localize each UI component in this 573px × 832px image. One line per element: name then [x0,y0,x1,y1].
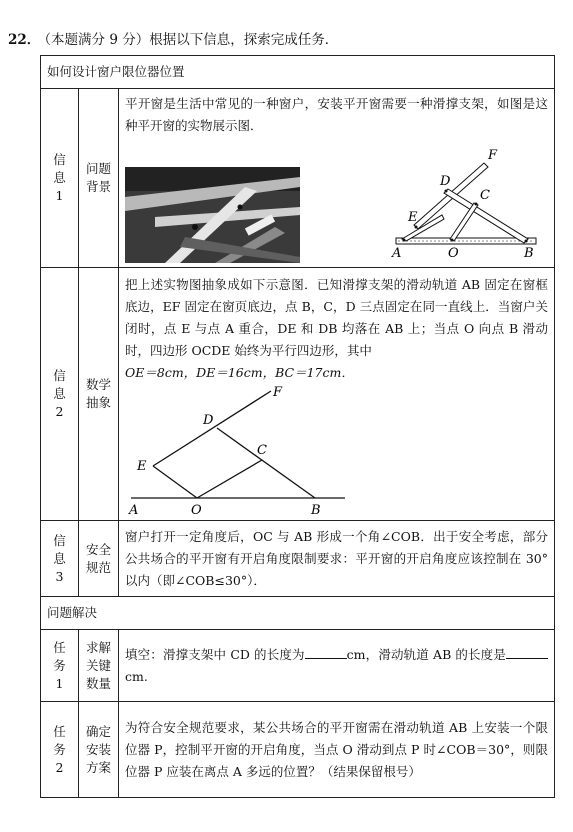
question-table [40,55,555,798]
schematic-label-d: D [203,413,214,428]
section1-title: 如何设计窗户限位器位置 [41,56,555,89]
task1-text-c: cm. [125,668,148,684]
photo-label-b: B [524,246,534,261]
task2-topic: 确定 安装 方案 [79,702,119,798]
schematic-label-o: O [191,503,202,516]
question-number: 22． [8,32,41,48]
schematic-label-c: C [257,443,267,458]
schematic-label-b: B [311,503,321,516]
info1-text: 平开窗是生活中常见的一种窗户，安装平开窗需要一种滑撑支架，如图是这种平开窗的实物展示图． [125,96,548,133]
task1-label: 任 务 1 [41,630,79,702]
task2-label: 任 务 2 [41,702,79,798]
schematic-label-f: F [273,386,283,400]
photo-label-a: A [392,246,402,261]
ab-length-blank[interactable] [506,644,548,659]
photo-label-o: O [448,246,459,261]
info2-topic: 数学 抽象 [79,268,119,521]
info2-label: 信 息 2 [41,268,79,521]
photo-label-e: E [408,210,418,225]
cd-length-blank[interactable] [305,644,347,659]
schematic-label-e: E [137,459,147,474]
info3-topic: 安全 规范 [79,521,119,597]
task1-content [119,630,555,702]
info3-text: 窗户打开一定角度后，OC 与 AB 形成一个角∠COB．出于安全考虑，部分公共场合的平开窗有开启角度限制要求：平开窗的开启角度应该控制在 30°以内（即∠COB≤30°）． [119,521,555,597]
info1-content [119,89,555,268]
task1-topic: 求解 关键 数量 [79,630,119,702]
info1-label: 信 息 1 [41,89,79,268]
section2-title: 问题解决 [41,597,555,630]
photo-label-d: D [440,174,451,189]
window-photo [125,167,300,263]
info1-topic: 问题 背景 [79,89,119,268]
task1-text-b: cm，滑动轨道 AB 的长度是 [346,646,506,662]
slider-support-drawing [378,143,548,263]
question-intro: （本题满分 9 分）根据以下信息，探索完成任务． [44,32,339,48]
schematic-diagram [125,386,355,516]
info2-text: 把上述实物图抽象成如下示意图．已知滑撑支架的滑动轨道 AB 固定在窗框底边，EF 固定在窗页底边，点 B，C，D 三点固定在同一直线上．当窗户关闭时，点 E 与点 A 重合，DE 和 DB 均落在 AB 上；当点 O 向点 B 滑动时，四边形 OCDE 始终为平行四边形，其中 [125,277,548,358]
info2-content [119,268,555,521]
info2-measures: OE＝8cm，DE＝16cm，BC＝17cm． [125,365,354,380]
photo-label-c: C [480,188,490,203]
photo-label-f: F [488,148,498,163]
schematic-label-a: A [129,503,139,516]
question-header [8,28,338,48]
task1-text-a: 填空：滑撑支架中 CD 的长度为 [125,646,305,662]
task2-text: 为符合安全规范要求，某公共场合的平开窗需在滑动轨道 AB 上安装一个限位器 P，控制平开窗的开启角度，当点 O 滑动到点 P 时∠COB＝30°，则限位器 P 应装在离点 A 多远的位置？（结果保留根号） [119,702,555,798]
info3-label: 信 息 3 [41,521,79,597]
